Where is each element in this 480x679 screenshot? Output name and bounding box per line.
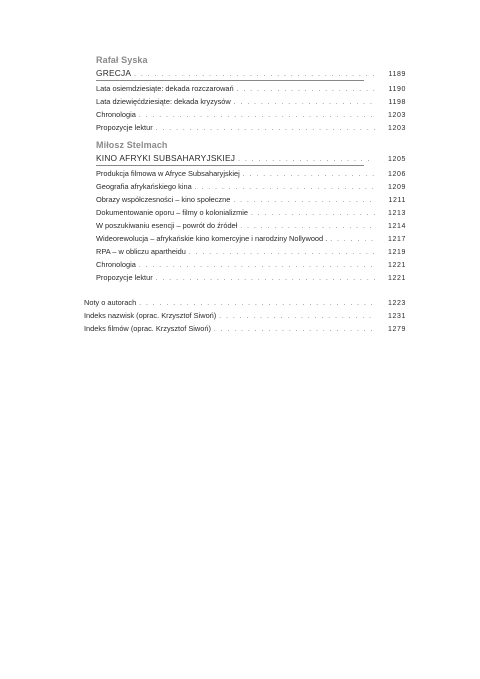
toc-page-number: 1198 [388,99,406,106]
toc-entry [96,234,406,245]
toc-entry-label: Noty o autorach [84,298,137,307]
toc-entry-label: Dokumentowanie oporu – filmy o kolonializmie [96,208,248,217]
toc-entry-label: Obrazy współczesności – kino społeczne [96,195,231,204]
toc-entry-label: Produkcja filmowa w Afryce Subsaharyjskiej [96,169,240,178]
toc-entry-label: RPA – w obliczu apartheidu [96,247,186,256]
toc-entry-label: Lata dziewięćdziesiąte: dekada kryzysów [96,97,231,106]
dot-leader [330,235,375,245]
toc-entry-label: Geografia afrykańskiego kina [96,182,192,191]
toc-page-number: 1211 [388,197,406,204]
dot-leader [134,70,375,80]
dot-leader [233,196,375,206]
toc-page-number: 1219 [388,249,406,256]
toc-title: KINO AFRYKI SUBSAHARYJSKIEJ [96,153,236,163]
dot-leader [251,209,375,219]
toc-entry-label: Propozycje lektur [96,273,153,282]
toc-entry [96,84,406,95]
toc-entry-label: Chronologia [96,110,136,119]
dot-leader [214,325,375,335]
toc-backmatter-entry [84,324,406,335]
toc-page-number: 1205 [388,156,406,163]
toc-section-title [96,153,406,165]
dot-leader [189,248,375,258]
toc-entry [96,273,406,284]
section-author: Rafał Syska [96,55,148,65]
toc-page-number: 1213 [388,210,406,217]
toc-page-number: 1209 [388,184,406,191]
toc-entry [96,195,406,206]
toc-entry [96,123,406,134]
toc-entry [96,169,406,180]
title-rule [96,80,364,81]
toc-entry [96,260,406,271]
toc-page-number: 1279 [388,326,406,333]
dot-leader [139,261,375,271]
section-author: Miłosz Stelmach [96,140,168,150]
toc-entry [96,97,406,108]
toc-page-number: 1190 [388,86,406,93]
dot-leader [156,274,375,284]
toc-page-number: 1203 [388,125,406,132]
dot-leader [139,111,375,121]
dot-leader [219,312,375,322]
toc-entry [96,221,406,232]
dot-leader [139,299,375,309]
dot-leader [156,124,375,134]
toc-entry-label: Indeks nazwisk (oprac. Krzysztof Siwoń) [84,311,217,320]
title-rule [96,165,364,166]
toc-page-number: 1221 [388,262,406,269]
dot-leader [240,222,375,232]
toc-page-number: 1217 [388,236,406,243]
toc-entry-label: W poszukiwaniu esencji – powrót do źródeł [96,221,238,230]
toc-entry-label: Indeks filmów (oprac. Krzysztof Siwoń) [84,324,211,333]
toc-entry [96,247,406,258]
toc-entry-label: Propozycje lektur [96,123,153,132]
toc-page-number: 1206 [388,171,406,178]
toc-entry-label: Wideorewolucja – afrykańskie kino komercyjne i narodziny Nollywood . [96,234,328,243]
toc-page-number: 1221 [388,275,406,282]
toc-page-number: 1223 [388,300,406,307]
toc-page-number: 1189 [388,71,406,78]
toc-entry [96,208,406,219]
dot-leader [238,155,375,165]
dot-leader [234,98,375,108]
toc-entry-label: Lata osiemdziesiąte: dekada rozczarowań [96,84,234,93]
dot-leader [195,183,375,193]
toc-entry [96,182,406,193]
toc-page-number: 1231 [388,313,406,320]
toc-backmatter-entry [84,298,406,309]
dot-leader [243,170,375,180]
toc-page-number: 1203 [388,112,406,119]
toc-entry [96,110,406,121]
toc-title: GRECJA [96,68,132,78]
dot-leader [237,85,375,95]
toc-section-title [96,68,406,80]
toc-backmatter-entry [84,311,406,322]
toc-entry-label: Chronologia [96,260,136,269]
toc-page-number: 1214 [388,223,406,230]
